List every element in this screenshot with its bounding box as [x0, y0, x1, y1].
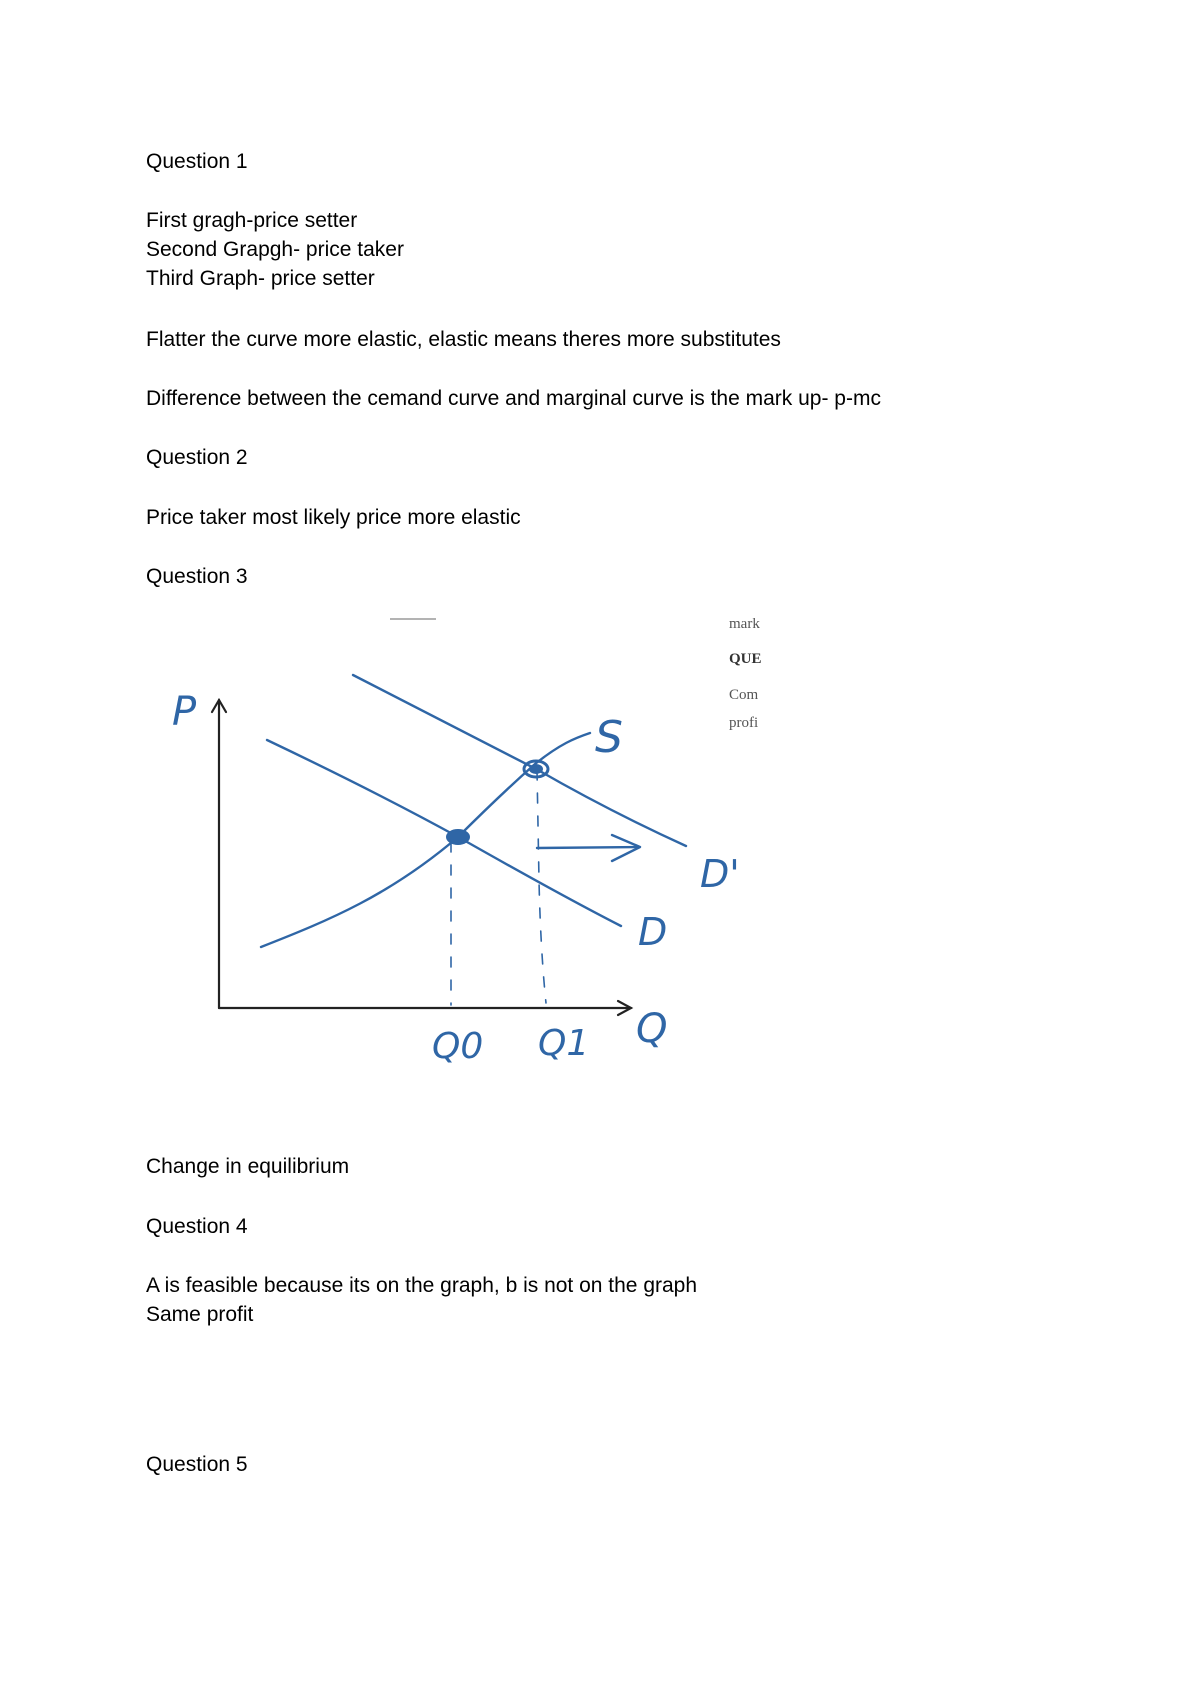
question-1-line-2: Second Grapgh- price taker: [146, 238, 404, 261]
demand-curve: [267, 740, 621, 926]
q0-label: Q0: [432, 1026, 484, 1067]
demand-label: D: [638, 910, 668, 954]
clipped-text-3: Com: [729, 687, 759, 703]
question-2-paragraph: Price taker most likely price more elastic: [146, 506, 521, 529]
shifted-demand-curve: [353, 675, 686, 846]
question-4-line-2: Same profit: [146, 1303, 254, 1326]
shifted-demand-label: D': [700, 852, 740, 896]
question-1-heading: Question 1: [146, 150, 248, 173]
y-axis-label: P: [172, 689, 197, 735]
equilibrium-point-new-fill: [530, 765, 542, 773]
question-4-heading: Question 4: [146, 1215, 248, 1238]
equilibrium-point-initial: [447, 830, 469, 844]
supply-demand-sketch: [150, 600, 790, 1070]
question-3-heading: Question 3: [146, 565, 248, 588]
axes: [212, 700, 631, 1015]
q1-label: Q1: [538, 1023, 590, 1064]
question-3-caption: Change in equilibrium: [146, 1155, 350, 1178]
question-1-paragraph-elasticity: Flatter the curve more elastic, elastic means theres more substitutes: [146, 328, 781, 351]
supply-label: S: [595, 712, 623, 763]
clipped-text-1: mark: [729, 616, 760, 632]
clipped-text-2: QUE: [729, 651, 762, 667]
question-4-line-1: A is feasible because its on the graph, b is not on the graph: [146, 1274, 698, 1297]
x-axis-label: Q: [636, 1006, 668, 1052]
question-5-heading: Question 5: [146, 1453, 248, 1476]
clipped-text-4: profi: [729, 715, 759, 731]
question-1-line-1: First gragh-price setter: [146, 209, 358, 232]
question-1-line-3: Third Graph- price setter: [146, 267, 375, 290]
question-1-paragraph-markup: Difference between the cemand curve and marginal curve is the mark up- p-mc: [146, 387, 881, 410]
shift-arrow-line: [537, 847, 638, 848]
question-2-heading: Question 2: [146, 446, 248, 469]
